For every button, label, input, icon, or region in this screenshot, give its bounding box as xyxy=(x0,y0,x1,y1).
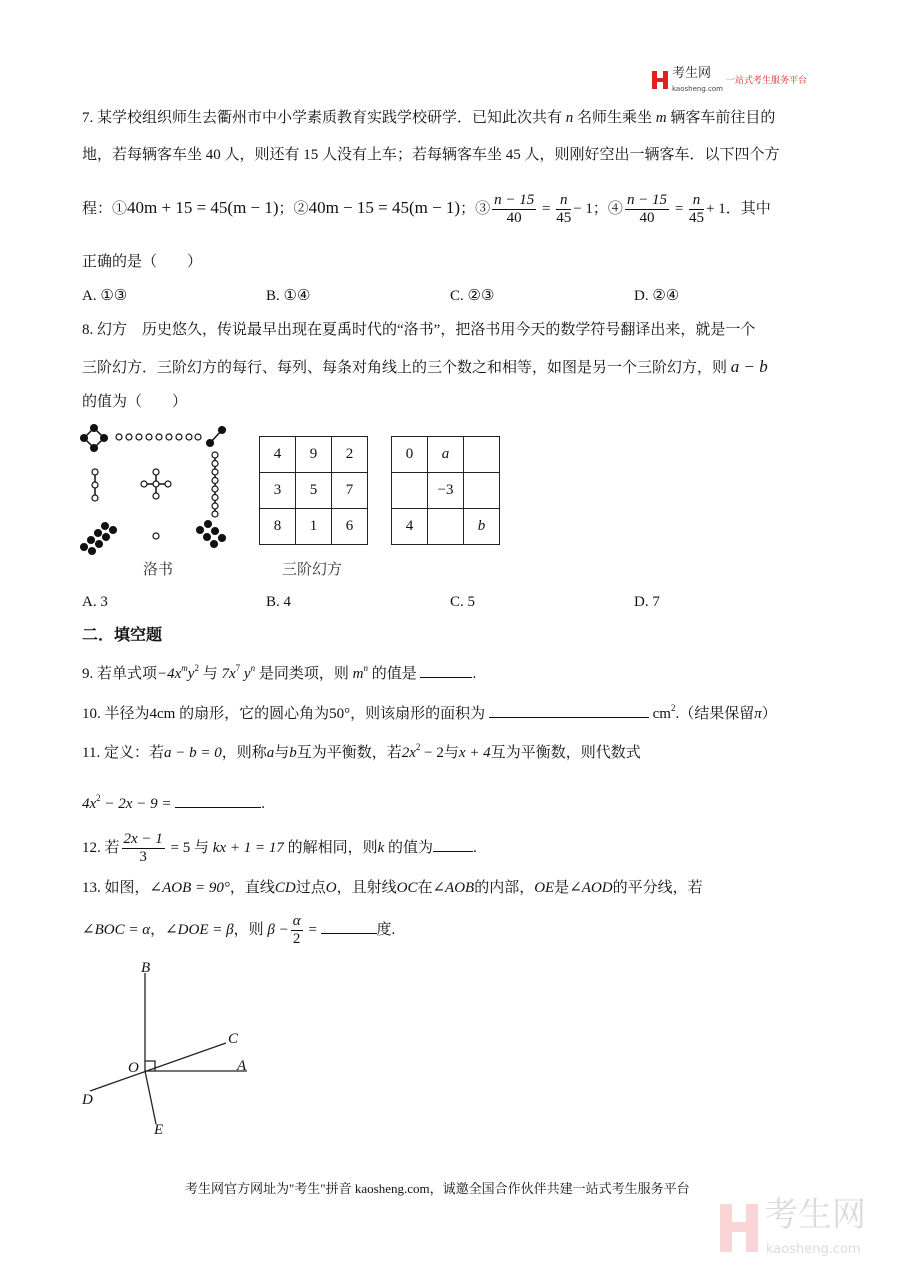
q8-line1: 8. 幻方 历史悠久，传说最早出现在夏禹时代的“洛书”，把洛书用今天的数学符号翻译出来，就是一个 xyxy=(82,322,756,338)
label-o: O xyxy=(128,1060,139,1076)
section-heading-fill-in: 二．填空题 xyxy=(82,627,163,644)
magic-square-problem: 0 a −3 4 b xyxy=(391,436,500,545)
label-c: C xyxy=(228,1031,239,1047)
q9-answer-blank xyxy=(420,663,472,678)
kaosheng-logo-icon xyxy=(650,68,670,94)
q12: 12. 若 $\frac{2x - 1}{3}$ = 5 与 kx + 1 = 17 的解相同，则k 的值为 . xyxy=(82,831,477,866)
q7-option-b: B. ①④ xyxy=(266,288,311,304)
label-e: E xyxy=(154,1122,164,1138)
q7-line3-equations: 程：①40m + 15 = 45(m − 1)；②40m − 15 = 45(m − 1)；③ $\frac{n - 15}{40}$ = $\frac{n}{45}$ − 1；④ $\frac{n - 15}{40}$ = $\frac{n}{45}$ + 1．其中 xyxy=(82,192,771,227)
q7-option-d: D. ②④ xyxy=(634,288,680,304)
label-d: D xyxy=(82,1092,93,1108)
q10: 10. 半径为4cm 的扇形，它的圆心角为50°，则该扇形的面积为 $cm^2$.（结果保留π） xyxy=(82,703,777,722)
q9: 9. 若单式项$-4x^my^2$ 与 $7x^7$ $y^n$ 是同类项，则 $m^n$ 的值是 . xyxy=(82,663,477,682)
q7-line1: 7. 某学校组织师生去衢州市中小学素质教育实践学校研学．已知此次共有 n 名师生乘坐 m 辆客车前往目的 xyxy=(82,110,776,126)
q8-option-a: A. 3 xyxy=(82,594,108,610)
q7-line2: 地，若每辆客车坐 40 人，则还有 15 人没有上车；若每辆客车坐 45 人，则刚好空出一辆客车．以下四个方 xyxy=(82,147,780,163)
label-a: A xyxy=(237,1058,247,1074)
q7-line4: 正确的是（ ） xyxy=(82,254,203,270)
watermark-text: 考生网 xyxy=(764,1195,866,1235)
q11-line2: $4x^2 - 2x - 9$ = . xyxy=(82,793,265,812)
header-slogan: 一站式考生服务平台 xyxy=(726,76,808,86)
watermark xyxy=(720,1196,890,1266)
q13-line2: ∠BOC = α，∠DOE = β，则 β − $\frac{\alpha}{2}$ = 度. xyxy=(82,913,396,948)
q7-option-a: A. ①③ xyxy=(82,288,128,304)
q13-line1: 13. 如图，∠AOB = 90°，直线CD过点O，且射线OC在∠AOB的内部，OE是∠AOD的平分线，若 xyxy=(82,880,703,896)
logo-subtext: kaosheng.com xyxy=(672,85,723,93)
label-b: B xyxy=(141,960,151,976)
q7-option-c: C. ②③ xyxy=(450,288,495,304)
header-logo xyxy=(650,66,850,96)
q8-line2: 三阶幻方．三阶幻方的每行、每列、每条对角线上的三个数之和相等，如图是另一个三阶幻方，则 a − b xyxy=(82,357,768,376)
q13-answer-blank xyxy=(321,919,377,934)
footer-text: 考生网官方网址为"考生"拼音 kaosheng.com，诚邀全国合作伙伴共建一站式考生服务平台 xyxy=(185,1181,690,1196)
watermark-logo-icon xyxy=(720,1200,760,1256)
caption-magic-square: 三阶幻方 xyxy=(282,562,343,578)
q8-line3: 的值为（ ） xyxy=(82,394,188,410)
q12-answer-blank xyxy=(433,837,473,852)
watermark-subtext: kaosheng.com xyxy=(766,1242,861,1257)
q8-option-b: B. 4 xyxy=(266,594,292,610)
q8-option-d: D. 7 xyxy=(634,594,660,610)
caption-luoshu: 洛书 xyxy=(143,562,174,578)
magic-square-example: 4 9 2 3 5 7 8 1 6 xyxy=(259,436,368,545)
q8-option-c: C. 5 xyxy=(450,594,476,610)
angle-figure xyxy=(0,0,280,1150)
logo-text: 考生网 xyxy=(672,66,712,81)
q10-answer-blank xyxy=(489,703,649,718)
q11-line1: 11. 定义：若a − b = 0，则称a与b互为平衡数，若$2x^2 - 2$与x + 4互为平衡数，则代数式 xyxy=(82,742,641,761)
